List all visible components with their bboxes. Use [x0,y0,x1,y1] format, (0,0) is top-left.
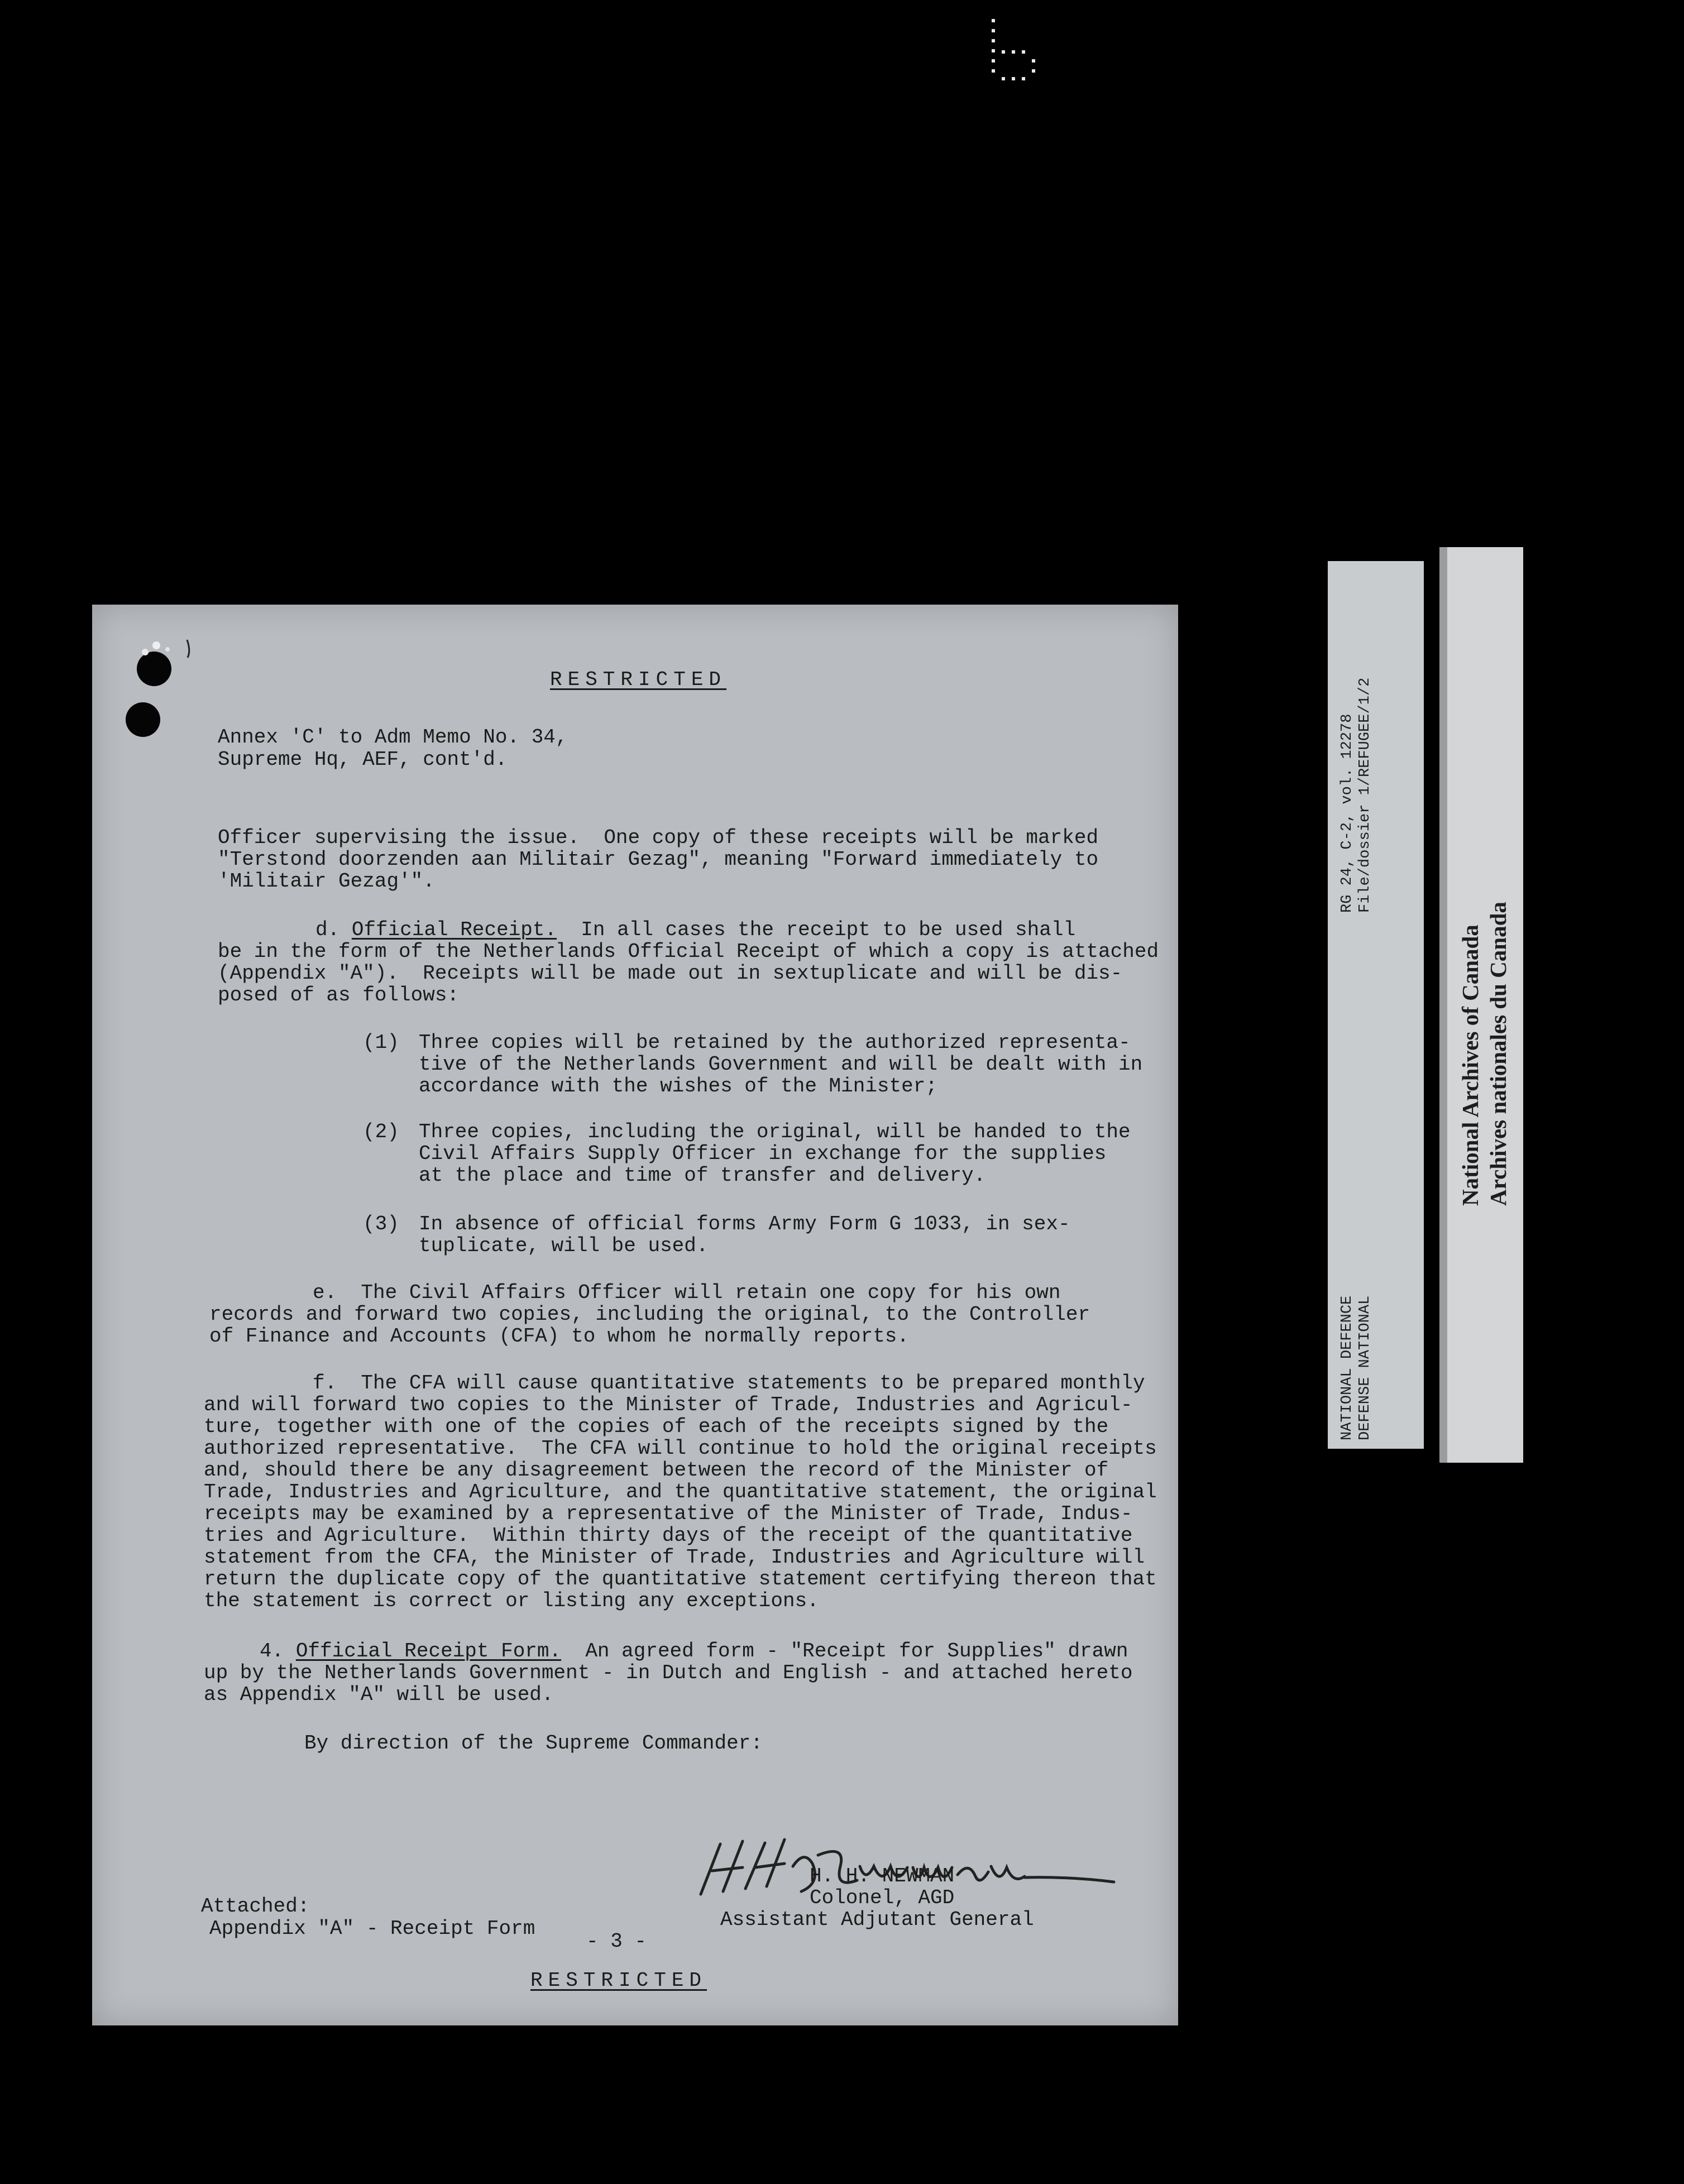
body-line: "Terstond doorzenden aan Militair Gezag", meaning "Forward immediately to [218,848,1099,871]
header-classification: RESTRICTED [550,668,727,691]
body-line: receipts may be examined by a representative of the Minister of Trade, Indus- [204,1502,1133,1525]
body-line: posed of as follows: [218,984,460,1007]
archives-name-french: Archives nationales du Canada [1485,902,1511,1206]
paragraph-4-heading [260,1640,1128,1663]
page-specks [134,635,195,663]
body-line: be in the form of the Netherlands Official Receipt of which a copy is attached [218,940,1159,963]
body-line: return the duplicate copy of the quantitative statement certifying thereon that [204,1568,1157,1591]
list-item-line: tuplicate, will be used. [419,1234,709,1257]
body-text: In all cases the receipt to be used shall [557,918,1076,941]
body-line: f. The CFA will cause quantitative statements to be prepared monthly [313,1372,1145,1395]
direction-line: By direction of the Supreme Commander: [304,1732,763,1755]
body-line: as Appendix "A" will be used. [204,1683,554,1706]
list-item-line: Three copies will be retained by the authorized representa- [419,1031,1131,1054]
page-number: - 3 - [586,1930,647,1953]
body-text: An agreed form - "Receipt for Supplies" drawn [561,1640,1128,1663]
list-item-line: at the place and time of transfer and delivery. [419,1164,986,1187]
list-item-line: tive of the Netherlands Government and will be dealt with in [419,1053,1143,1076]
body-line: tries and Agriculture. Within thirty days of the receipt of the quantitative [204,1524,1133,1547]
paragraph-title: Official Receipt Form. [295,1640,562,1663]
archive-reference-line2: File/dossier 1/REFUGEE/1/2 [1357,677,1374,913]
attached-label: Attached: [201,1895,310,1918]
archives-name-english: National Archives of Canada [1457,925,1483,1206]
list-item-line: Three copies, including the original, will be handed to the [419,1120,1131,1143]
annex-reference: Annex 'C' to Adm Memo No. 34, [218,726,568,749]
punch-hole [126,702,160,737]
paragraph-label: d. [315,918,340,941]
list-number: (1) [363,1031,399,1054]
signatory-name: H. H. NEWMAN [810,1865,955,1888]
list-item-line: Civil Affairs Supply Officer in exchange for the supplies [419,1142,1107,1165]
body-line: authorized representative. The CFA will continue to hold the original receipts [204,1437,1157,1460]
signatory-rank: Colonel, AGD [810,1886,955,1909]
list-item-line: accordance with the wishes of the Minister; [419,1075,937,1098]
memo-page [92,605,1178,2025]
body-line: ture, together with one of the copies of each of the receipts signed by the [204,1415,1109,1438]
department-line2: DEFENSE NATIONAL [1357,1295,1374,1440]
archives-canada-strip [1439,547,1523,1463]
body-line: and will forward two copies to the Minister of Trade, Industries and Agricul- [204,1393,1133,1416]
body-line: records and forward two copies, including the original, to the Controller [209,1303,1090,1326]
department-line1: NATIONAL DEFENCE [1339,1295,1356,1440]
body-line: up by the Netherlands Government - in Dutch and English - and attached hereto [204,1661,1133,1684]
archive-reference-line1: RG 24, C-2, vol. 12278 [1339,713,1356,913]
paragraph-label: 4. [260,1640,284,1663]
body-line: Trade, Industries and Agriculture, and the quantitative statement, the original [204,1481,1157,1503]
body-line: (Appendix "A"). Receipts will be made out in sextuplicate and will be dis- [218,962,1123,985]
body-line: the statement is correct or listing any exceptions. [204,1589,819,1612]
body-line: of Finance and Accounts (CFA) to whom he normally reports. [209,1325,910,1348]
film-frame-marker [987,17,1043,84]
annex-reference-cont: Supreme Hq, AEF, cont'd. [218,748,508,771]
body-line: and, should there be any disagreement between the record of the Minister of [204,1459,1109,1482]
list-item-line: In absence of official forms Army Form G 1033, in sex- [419,1213,1070,1235]
body-line: statement from the CFA, the Minister of Trade, Industries and Agriculture will [204,1546,1145,1569]
footer-classification: RESTRICTED [530,1969,707,1992]
paragraph-title: Official Receipt. [351,918,557,941]
body-line: Officer supervising the issue. One copy of these receipts will be marked [218,826,1099,849]
signatory-title: Assistant Adjutant General [720,1908,1034,1931]
list-number: (3) [363,1213,399,1235]
archive-reference-strip [1328,561,1424,1449]
body-line: e. The Civil Affairs Officer will retain one copy for his own [313,1281,1061,1304]
attached-item: Appendix "A" - Receipt Form [209,1917,535,1940]
paragraph-d-heading [315,919,1075,941]
list-number: (2) [363,1120,399,1143]
body-line: 'Militair Gezag'". [218,870,435,893]
